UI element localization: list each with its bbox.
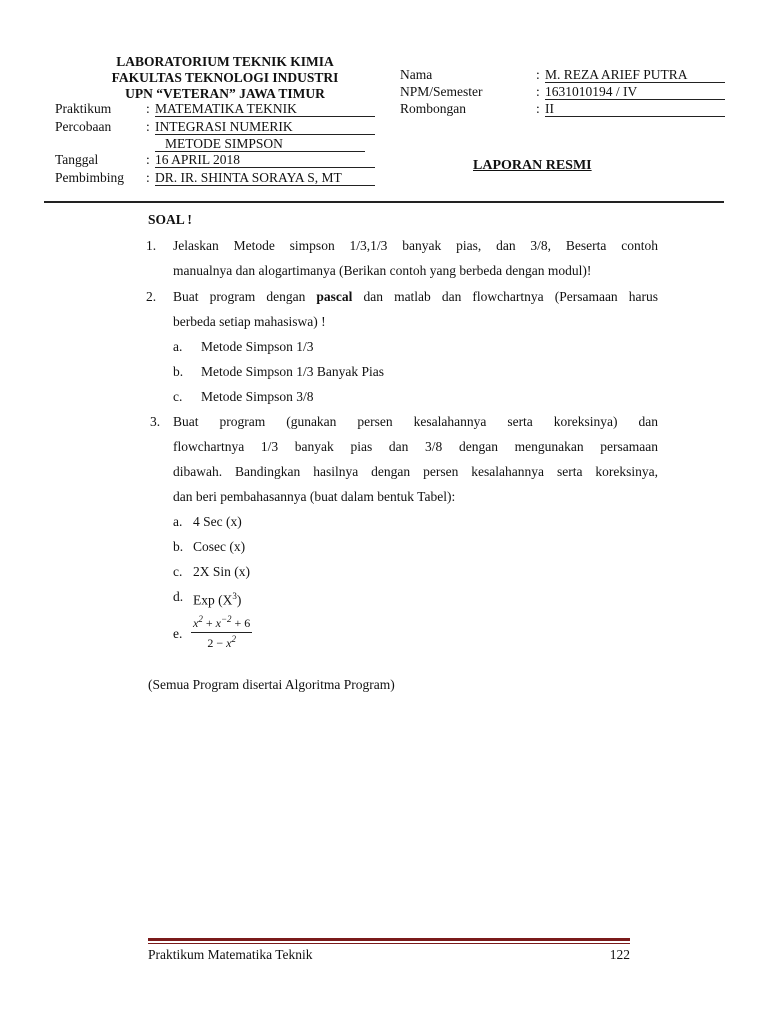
report-type: LAPORAN RESMI	[473, 158, 592, 173]
percobaan-label: Percobaan	[55, 119, 112, 134]
q2-item-a-letter: a.	[173, 339, 183, 354]
header-divider	[44, 201, 724, 203]
q2-line-1	[173, 284, 658, 309]
praktikum-value: MATEMATIKA TEKNIK	[155, 101, 375, 117]
rombongan-value: II	[545, 101, 725, 117]
q3-item-d-text	[193, 584, 241, 613]
q3-item-a-text: 4 Sec (x)	[193, 514, 242, 529]
q2-line-1-post: dan matlab dan flowchartnya (Persamaan harus	[352, 289, 658, 304]
q2-line-2: berbeda setiap mahasiswa) !	[173, 314, 326, 329]
q2-line-1-bold: pascal	[316, 289, 353, 304]
tanggal-label: Tanggal	[55, 152, 99, 167]
percobaan-colon: :	[146, 119, 150, 134]
q2-number: 2.	[146, 289, 157, 304]
q3-line-1: Buat program (gunakan persen kesalahannya serta koreksinya) dan	[173, 414, 658, 429]
rombongan-colon: :	[536, 101, 540, 116]
q3-line-4: dan beri pembahasannya (buat dalam bentuk Tabel):	[173, 489, 456, 504]
q3-item-c-letter: c.	[173, 564, 183, 579]
rombongan-label: Rombongan	[400, 101, 466, 116]
npm-colon: :	[536, 84, 540, 99]
q3-item-c-text: 2X Sin (x)	[193, 564, 250, 579]
q2-item-c-text: Metode Simpson 3/8	[201, 389, 314, 404]
lab-title-line-1: LABORATORIUM TEKNIK KIMIA	[116, 54, 334, 69]
q1-line-1: Jelaskan Metode simpson 1/3,1/3 banyak pias, dan 3/8, Beserta contoh	[173, 238, 658, 253]
q3-item-b-letter: b.	[173, 539, 184, 554]
lab-title-line-3: UPN “VETERAN” JAWA TIMUR	[125, 86, 325, 101]
q1-number: 1.	[146, 238, 157, 253]
q3-item-d-letter: d.	[173, 589, 184, 604]
q3-item-e-letter: e.	[173, 626, 183, 641]
q3-item-d-close: )	[236, 592, 242, 608]
tanggal-colon: :	[146, 152, 150, 167]
q2-item-b-text: Metode Simpson 1/3 Banyak Pias	[201, 364, 384, 379]
q3-number: 3.	[150, 414, 161, 429]
pembimbing-value: DR. IR. SHINTA SORAYA S, MT	[155, 170, 375, 186]
q3-item-d-base: Exp (X	[193, 592, 233, 608]
q3-line-2: flowchartnya 1/3 banyak pias dan 3/8 dengan mengunakan persamaan	[173, 439, 658, 454]
percobaan-value-1: INTEGRASI NUMERIK	[155, 119, 375, 135]
q3-item-a-letter: a.	[173, 514, 183, 529]
fraction-denominator: $2 - x^2$	[207, 634, 236, 650]
praktikum-label: Praktikum	[55, 101, 112, 116]
q2-item-a-text: Metode Simpson 1/3	[201, 339, 314, 354]
q2-line-1-pre: Buat program dengan	[173, 289, 317, 304]
nama-label: Nama	[400, 67, 433, 82]
q2-item-c-letter: c.	[173, 389, 183, 404]
tanggal-value: 16 APRIL 2018	[155, 152, 375, 168]
q3-item-e-fraction	[191, 614, 252, 651]
nama-value: M. REZA ARIEF PUTRA	[545, 67, 725, 83]
q3-item-b-text: Cosec (x)	[193, 539, 246, 554]
q2-item-b-letter: b.	[173, 364, 184, 379]
npm-value: 1631010194 / IV	[545, 84, 725, 100]
nama-colon: :	[536, 67, 540, 82]
pembimbing-colon: :	[146, 170, 150, 185]
q3-line-3: dibawah. Bandingkan hasilnya dengan persen kesalahannya serta koreksinya,	[173, 464, 658, 479]
program-note: (Semua Program disertai Algoritma Program)	[148, 677, 395, 692]
lab-title-line-2: FAKULTAS TEKNOLOGI INDUSTRI	[111, 70, 339, 85]
footer-rule-thin	[148, 943, 630, 944]
page-number: 122	[609, 947, 630, 962]
percobaan-value-2: METODE SIMPSON	[155, 136, 365, 152]
praktikum-colon: :	[146, 101, 150, 116]
q3-item-d-exponent: 3	[232, 591, 237, 601]
footer-rule-thick	[148, 938, 630, 941]
pembimbing-label: Pembimbing	[55, 170, 125, 185]
lab-title	[55, 54, 395, 102]
npm-label: NPM/Semester	[400, 84, 483, 99]
fraction-numerator: $x^2 + x^{-2} + 6$	[191, 614, 252, 633]
footer-title: Praktikum Matematika Teknik	[148, 947, 313, 962]
soal-title: SOAL !	[148, 212, 192, 227]
q1-line-2: manualnya dan alogartimanya (Berikan contoh yang berbeda dengan modul)!	[173, 263, 592, 278]
